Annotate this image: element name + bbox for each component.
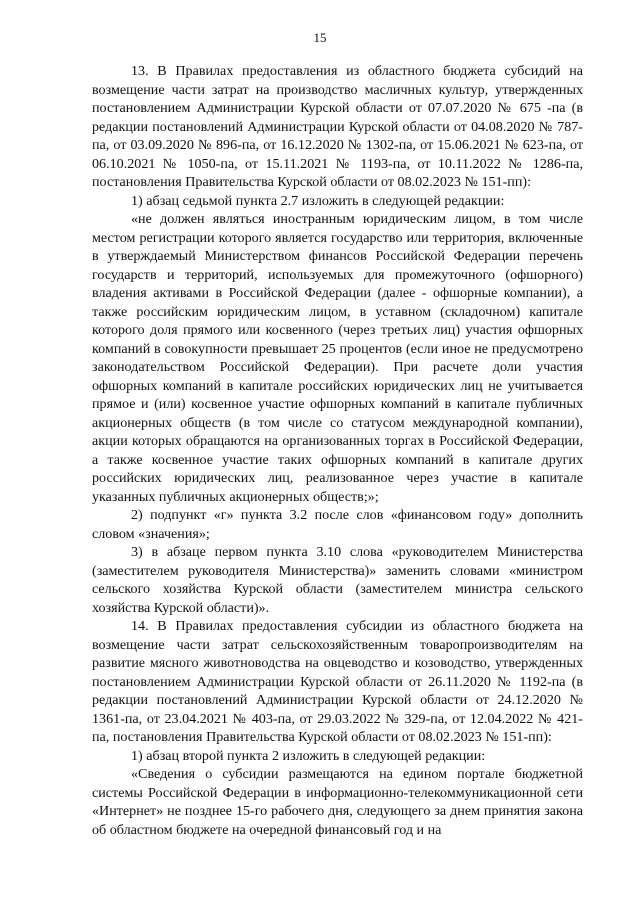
paragraph-14-item-1-text: «Сведения о субсидии размещаются на едином портале бюджетной системы Российской Федерации в информационно-телекоммуникационной сети «Интернет» не позднее 15-го рабочего дня, следующего за днем принятия закона об областном бюджете на очередной финансовый год и на [92,766,583,838]
paragraph-13: 13. В Правилах предоставления из областного бюджета субсидий на возмещение части затрат на производство масличных культур, утвержденных постановлением Администрации Курской области от 07.07.2020 № 675 -па (в редакции постановлений Администрации Курской области от 04.08.2020 № 787-па, от 03.09.2020 № 896-па, от 16.12.2020 № 1302-па, от 15.06.2021 № 623-па, от 06.10.2021 № 1050-па, от 15.11.2021 № 1193-па, от 10.11.2022 № 1286-па, постановления Правительства Курской области от 08.02.2023 № 151-пп): [92,63,583,190]
paragraph-14-item-1: 1) абзац второй пункта 2 изложить в следующей редакции: [131,747,486,764]
paragraph-14: 14. В Правилах предоставления субсидии из областного бюджета на возмещение части затрат сельскохозяйственным товаропроизводителям на развитие мясного животноводства на овцеводство и козоводство, утвержденных постановлением Администрации Курской области от 26.11.2020 № 1192-па (в редакции постановлений Администрации Курской области от 24.12.2020 № 1361-па, от 23.04.2021 № 403-па, от 29.03.2022 № 329-па, от 12.04.2022 № 421-па, постановления Правительства Курской области от 08.02.2023 № 151-пп): [92,618,583,745]
page-number: 15 [313,30,327,45]
paragraph-13-item-3: 3) в абзаце первом пункта 3.10 слова «руководителем Министерства (заместителем руководителя Министерства)» заменить словами «министром сельского хозяйства Курской области (заместителем министра сельского хозяйства Курской области)». [92,544,583,616]
paragraph-13-item-1-text: «не должен являться иностранным юридическим лицом, в том числе местом регистрации которого является государство или территория, включенные в утверждаемый Министерством финансов Российской Федерации перечень государств и территорий, используемых для промежуточного (офшорного) владения активами в Российской Федерации (далее - офшорные компании), а также российским юридическим лицом, в уставном (складочном) капитале которого доля прямого или косвенного (через третьих лиц) участия офшорных компаний в совокупности превышает 25 процентов (если иное не предусмотрено законодательством Российской Федерации). При расчете доли участия офшорных компаний в капитале российских юридических лиц не учитывается прямое и (или) косвенное участие офшорных компаний в капитале публичных акционерных обществ (в том числе со статусом международной компании), акции которых обращаются на организованных торгах в Российской Федерации, а также косвенное участие таких офшорных компаний в капитале других российских юридических лиц, реализованное через участие в капитале указанных публичных акционерных обществ;»; [92,211,583,505]
paragraph-13-item-2: 2) подпункт «г» пункта 3.2 после слов «финансовом году» дополнить словом «значения»; [92,507,583,542]
document-body [92,62,583,839]
paragraph-13-item-1: 1) абзац седьмой пункта 2.7 изложить в следующей редакции: [131,192,505,209]
